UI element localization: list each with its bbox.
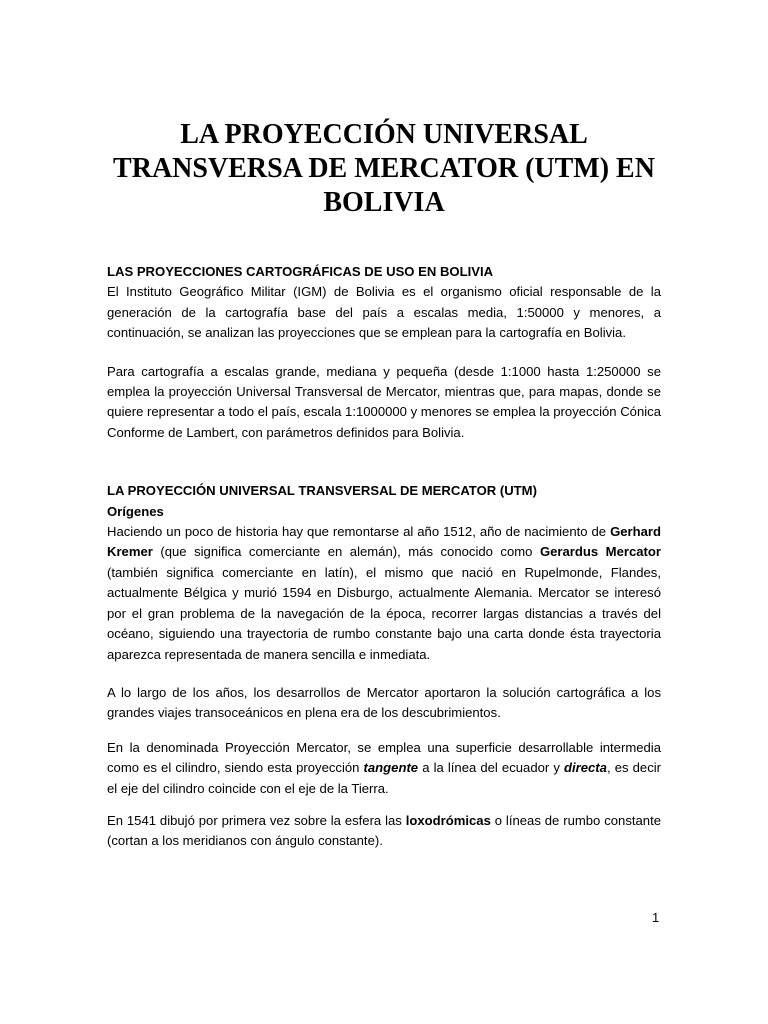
paragraph-loxodromes [107,811,661,852]
section-heading-utm: LA PROYECCIÓN UNIVERSAL TRANSVERSAL DE MERCATOR (UTM) [107,483,537,499]
term-directa: directa [564,760,607,776]
projection-text-2: a la línea del ecuador y [418,760,565,776]
section-heading-projections: LAS PROYECCIONES CARTOGRÁFICAS DE USO EN BOLIVIA [107,264,494,279]
loxodromes-text-1: En 1541 dibujó por primera vez sobre la esfera las [107,812,406,828]
page-number: 1 [652,910,660,925]
projection-text-1: En la denominada Proyección Mercator, se emplea una superficie desarrollable intermedia como es el cilindro, siendo esta proyección [107,739,661,776]
paragraph-scales: Para cartografía a escalas grande, mediana y pequeña (desde 1:1000 hasta 1:250000 se emplea la proyección Universal Transversal de Mercator, mientras que, para mapas, donde se quiere representar a todo el país, escala 1:1000000 y menores se emplea la proyección Cónica Conforme de Lambert, con parámetros definidos para Bolivia. [107,363,661,440]
history-text-2: (que significa comerciante en alemán), más conocido como [152,544,540,560]
paragraph-history [107,522,661,665]
loxodromes-text-2: o líneas de rumbo constante (cortan a los meridianos con ángulo constante). [107,812,661,849]
projection-text-3: , es decir el eje del cilindro coincide con el eje de la Tierra. [107,760,662,796]
document-body [107,262,661,852]
history-text-3: (también significa comerciante en latín), el mismo que nació en Rupelmonde, Flandes, actualmente Bélgica y murió 1594 en Disburgo, actualmente Alemania. Mercator se interesó por el gran problema de la navegación de la época, recorrer largas distancias a través del océano, siguiendo una trayectoria de rumbo constante bajo una carta donde ésta trayectoria aparezca representada de manera sencilla e inmediata. [107,564,661,662]
paragraph-mercator-projection [107,738,661,799]
paragraph-igm: El Instituto Geográfico Militar (IGM) de Bolivia es el organismo oficial responsable de la generación de la cartografía base del país a escalas media, 1:50000 y menores, a continuación, se analizan las proyecciones que se emplean para la cartografía en Bolivia. [107,284,661,341]
term-tangente: tangente [363,760,419,776]
name-gerhard-kremer: Gerhard Kremer [107,524,661,560]
paragraph-developments: A lo largo de los años, los desarrollos de Mercator aportaron la solución cartográfica a los grandes viajes transoceánicos en plena era de los descubrimientos. [107,684,661,721]
subheading-origenes: Orígenes [107,503,164,519]
name-gerardus-mercator: Gerardus Mercator [539,544,661,560]
term-loxodromicas: loxodrómicas [405,812,491,828]
document-title: LA PROYECCIÓN UNIVERSAL TRANSVERSA DE MERCATOR (UTM) EN BOLIVIA [113,119,655,218]
history-text-1: Haciendo un poco de historia hay que remontarse al año 1512, año de nacimiento de [107,524,611,540]
